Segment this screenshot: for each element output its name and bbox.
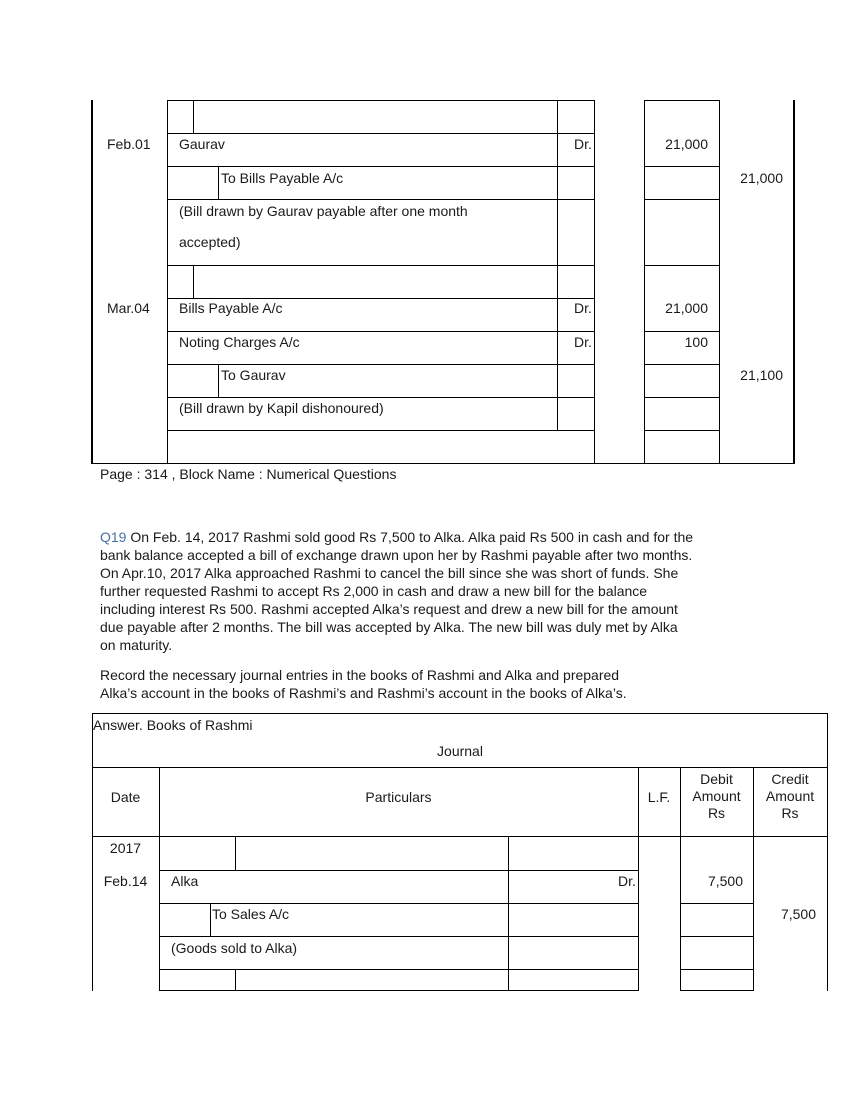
- narration: (Bill drawn by Kapil dishonoured): [179, 400, 384, 416]
- header-line: Rs: [707, 805, 726, 821]
- question-line: On Apr.10, 2017 Alka approached Rashmi to cancel the bill since she was short of funds. She: [100, 565, 679, 581]
- account-name: Alka: [171, 873, 199, 889]
- question-line: including interest Rs 500. Rashmi accepted Alka’s request and drew a new bill for the amount: [100, 601, 678, 617]
- dr-marker: Dr.: [618, 873, 636, 889]
- account-name: Gaurav: [179, 136, 225, 152]
- dr-marker: Dr.: [574, 136, 592, 152]
- question-text: [100, 528, 800, 654]
- dr-marker: Dr.: [574, 334, 592, 350]
- account-name: To Sales A/c: [212, 906, 290, 922]
- dr-marker: Dr.: [574, 300, 592, 316]
- debit-amount: 21,000: [665, 300, 708, 316]
- credit-amount: 21,000: [740, 170, 783, 186]
- entry-date: Feb.14: [103, 873, 148, 889]
- debit-amount: 21,000: [665, 136, 708, 152]
- question-line: On Feb. 14, 2017 Rashmi sold good Rs 7,500 to Alka. Alka paid Rs 500 in cash and for the: [126, 529, 694, 545]
- credit-amount-header: [753, 771, 827, 822]
- debit-amount: 7,500: [707, 873, 743, 889]
- header-line: Debit: [700, 771, 733, 787]
- header-line: Amount: [765, 788, 815, 804]
- journal-title: Journal: [437, 743, 483, 759]
- instruction-line: Record the necessary journal entries in the books of Rashmi and Alka and prepared: [100, 667, 620, 683]
- question-number: Q19: [100, 529, 127, 545]
- question-line: bank balance accepted a bill of exchange drawn upon her by Rashmi payable after two months.: [100, 547, 693, 563]
- credit-amount: 21,100: [740, 367, 783, 383]
- instruction-line: Alka’s account in the books of Rashmi’s and Rashmi’s account in the books of Alka’s.: [100, 685, 627, 701]
- account-name: To Bills Payable A/c: [221, 170, 344, 186]
- account-name: Noting Charges A/c: [179, 334, 300, 350]
- entry-date: Feb.01: [107, 136, 151, 152]
- particulars-header: Particulars: [365, 789, 432, 805]
- header-line: Rs: [781, 805, 799, 821]
- narration: (Bill drawn by Gaurav payable after one month: [179, 203, 468, 219]
- debit-amount-header: [680, 771, 753, 822]
- header-line: Credit: [771, 771, 809, 787]
- answer-heading: Answer. Books of Rashmi: [93, 717, 253, 733]
- header-line: Amount: [692, 788, 741, 804]
- account-name: Bills Payable A/c: [179, 300, 283, 316]
- instruction-text: [100, 666, 800, 702]
- narration: accepted): [179, 234, 241, 250]
- narration: (Goods sold to Alka): [171, 940, 298, 956]
- page-reference: Page : 314 , Block Name : Numerical Questions: [100, 466, 397, 482]
- date-header: Date: [110, 789, 141, 805]
- question-line: due payable after 2 months. The bill was accepted by Alka. The new bill was duly met by Alka: [100, 619, 678, 635]
- credit-amount: 7,500: [780, 906, 816, 922]
- account-name: To Gaurav: [221, 367, 286, 383]
- question-line: further requested Rashmi to accept Rs 2,000 in cash and draw a new bill for the balance: [100, 583, 648, 599]
- lf-header: L.F.: [647, 789, 671, 805]
- question-line: on maturity.: [100, 637, 173, 653]
- entry-date: Mar.04: [107, 300, 150, 316]
- entry-year: 2017: [109, 840, 142, 856]
- debit-amount: 100: [684, 334, 708, 350]
